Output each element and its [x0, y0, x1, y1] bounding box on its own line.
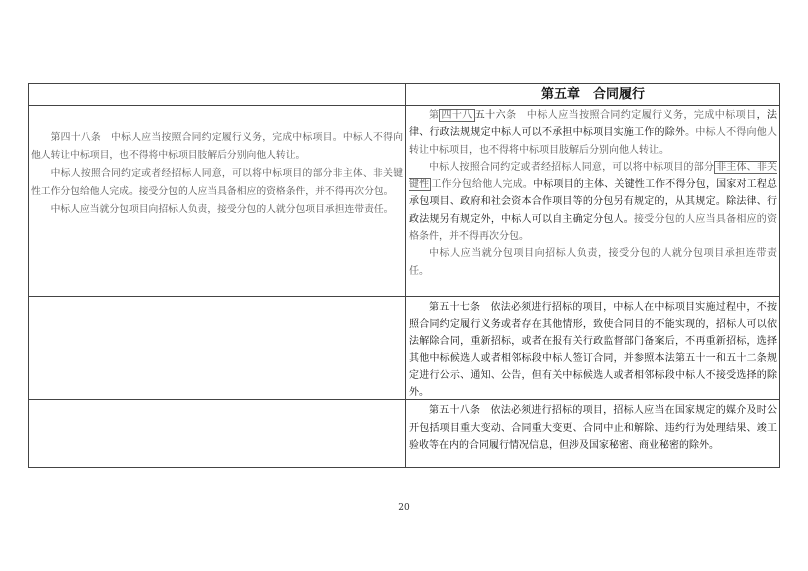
deleted-text-box: 四十八	[441, 110, 473, 121]
old-paragraph: 中标人应当就分包项目向招标人负责，接受分包的人就分包项目承担连带责任。	[50, 204, 394, 215]
text-fragment: 条 中标人应当按照合同约定履行义务，完成中标项目	[506, 110, 757, 121]
new-paragraph: 第五十七条 依法必须进行招标的项目，中标人在中标项目实施过程中，不按照合同约定履行义务或者存在其他情形，致使合同目的不能实现的，招标人可以依法解除合同，重新招标，或者在报有关行政监督部门备案后，不再重新招标，选择其他中标候选人或者相邻标段中标人签订合同，并参照本法第五十一和五十二条规定进行公示、通知、公告，但有关中标候选人或者相邻标段中标人不接受选择的除外。	[409, 302, 777, 398]
text-fragment: 工作分包给他人完成。	[431, 179, 534, 191]
text-fragment: 第	[429, 110, 440, 121]
new-paragraph	[409, 159, 777, 245]
new-article-58	[409, 402, 777, 455]
deleted-text-box: 非主体、非关键性	[409, 161, 778, 191]
old-paragraph: 中标人按照合同约定或者经招标人同意，可以将中标项目的部分非主体、非关键性工作分包给他人完成。接受分包的人应当具备相应的资格条件，并不得再次分包。	[31, 168, 403, 197]
inserted-text: 中标项目的主体、关键性工作不得分包，国家对工程总承包项目、政府和社会资本合作项目等的分包另有规定的，从其规定。除法律、行政法规另有规定外，中标人可以自主确定分包人。	[409, 179, 778, 225]
inserted-text: ，法律、行政法规规定中标人可以不承担中标项目实施工作的除外	[409, 110, 777, 139]
new-paragraph: 中标人应当就分包项目向招标人负责，接受分包的人就分包项目承担连带责任。	[409, 248, 777, 277]
chapter-title: 第五章 合同履行	[540, 87, 645, 102]
page-number: 20	[398, 503, 410, 513]
text-fragment: 。中标人不得向他人转让中标项目，也不得将中标项目肢解后分别向他人转让。	[409, 127, 778, 156]
new-paragraph: 第五十八条 依法必须进行招标的项目，招标人应当在国家规定的媒介及时公开包括项目重大变动、合同重大变更、合同中止和解除、违约行为处理结果、竣工验收等在内的合同履行情况信息，但涉及国家秘密、商业秘密的除外。	[409, 405, 777, 451]
inserted-text: 五十六	[474, 110, 507, 121]
old-paragraph: 第四十八条 中标人应当按照合同约定履行义务，完成中标项目。中标人不得向他人转让中标项目，也不得将中标项目肢解后分别向他人转让。	[31, 132, 403, 161]
new-article-56	[409, 107, 777, 280]
text-fragment: 中标人按照合同约定或者经招标人同意，可以将中标项目的部分	[429, 161, 715, 173]
new-article-57	[409, 299, 777, 401]
old-article-48	[31, 129, 403, 219]
column-divider	[405, 84, 406, 467]
row-divider	[29, 105, 779, 106]
text-fragment: 接受分包的人应当具备相应的资格条件，并不得再次分包。	[409, 213, 778, 243]
new-paragraph	[409, 107, 777, 159]
row-divider	[29, 296, 779, 297]
comparison-table	[28, 83, 780, 468]
